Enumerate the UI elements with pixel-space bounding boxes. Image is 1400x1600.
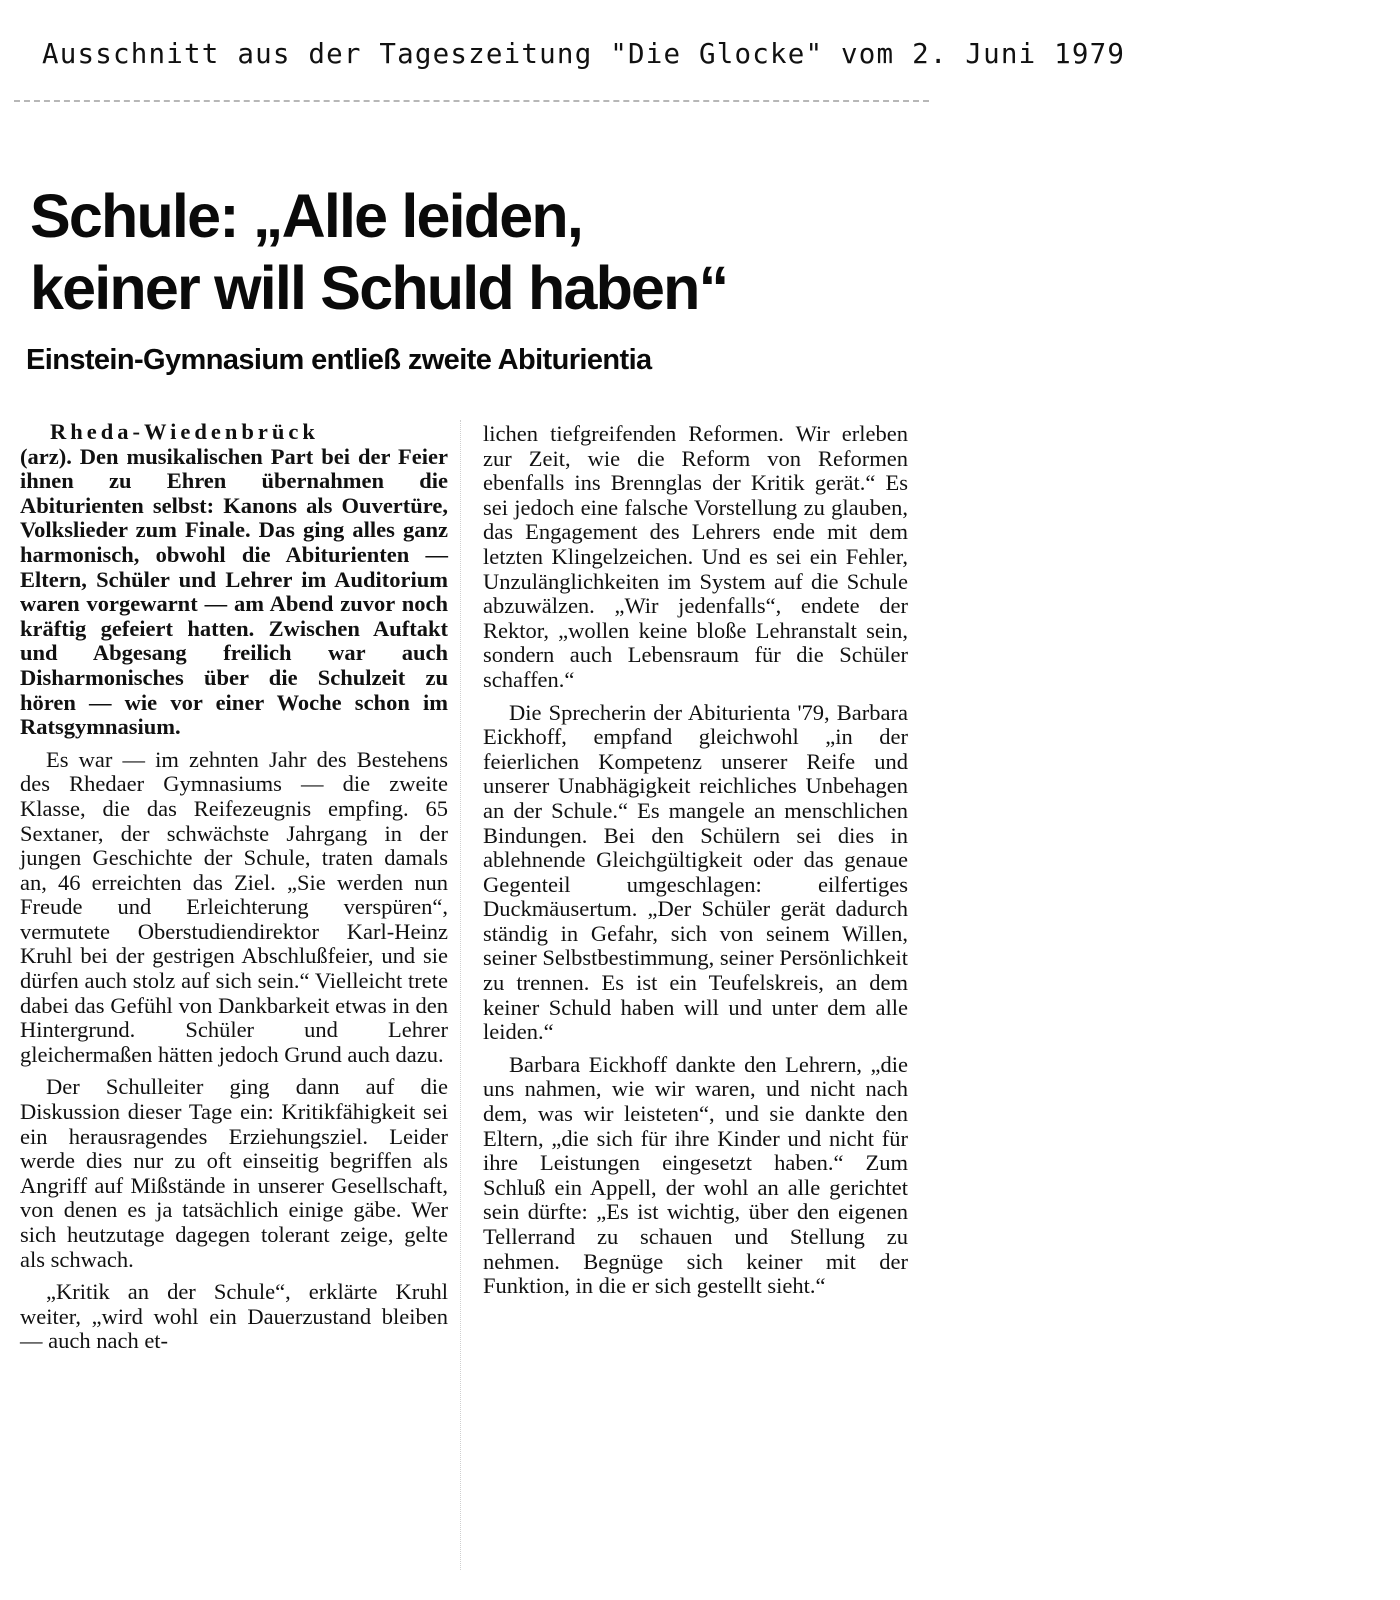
article-subheadline: Einstein-Gymnasium entließ zweite Abiturientia [26,344,652,376]
article-column-right [483,422,908,1307]
article-paragraph: Der Schulleiter ging dann auf die Diskussion dieser Tage ein: Kritikfähigkeit sei ein herausragendes Erziehungsziel. Leider werde dies nur zu oft einseitig begriffen als Angriff auf Mißstände in unserer Gesellschaft, von denen es ja tatsächlich einige gäbe. Wer sich heutzutage dagegen tolerant zeige, gelte als schwach. [20,1074,448,1272]
article-paragraph: Die Sprecherin der Abiturienta '79, Barbara Eickhoff, empfand gleichwohl „in der feierlichen Kompetenz unserer Reife und unserer Unabhägigkeit reichliches Unbehagen an der Schule.“ Es mangele an menschlichen Bindungen. Bei den Schülern sei dies in ablehnende Gleichgültigkeit oder das genaue Gegenteil umgeschlagen: eilfertiges Duckmäusertum. „Der Schüler gerät dadurch ständig in Gefahr, sich von seinem Willen, seiner Selbstbestimmung, seiner Persönlichkeit zu trennen. Es ist ein Teufelskreis, an dem keiner Schuld haben will und unter dem alle leiden.“ [483,699,908,1045]
article-column-left [20,420,448,1362]
headline-line-2: keiner will Schuld haben“ [30,254,728,322]
dateline: Rheda-Wiedenbrück [50,419,319,444]
clipping-source-header: Ausschnitt aus der Tageszeitung "Die Glocke" vom 2. Juni 1979 [42,38,1126,70]
article-headline [30,180,910,324]
cut-line-divider [14,100,929,102]
lead-text: (arz). Den musikalischen Part bei der Feier ihnen zu Ehren übernahmen die Abiturienten selbst: Kanons als Ouvertüre, Volkslieder zum Finale. Das ging alles ganz harmonisch, obwohl die Abiturienten — Eltern, Schüler und Lehrer im Auditorium waren vorgewarnt — am Abend zuvor noch kräftig gefeiert hatten. Zwischen Auftakt und Abgesang freilich war auch Disharmonisches über die Schulzeit zu hören — wie vor einer Woche schon im Ratsgymnasium. [20,443,448,740]
article-paragraph: „Kritik an der Schule“, erklärte Kruhl weiter, „wird wohl ein Dauerzustand bleiben — auch nach et- [20,1279,448,1354]
headline-line-1: Schule: „Alle leiden, [30,182,583,250]
article-paragraph-continued: lichen tiefgreifenden Reformen. Wir erleben zur Zeit, wie die Reform von Reformen ebenfalls ins Brennglas der Kritik gerät.“ Es sei jedoch eine falsche Vorstellung zu glauben, das Engagement des Lehrers ende mit dem letzten Klingelzeichen. Und es sei ein Fehler, Unzulänglichkeiten im System auf die Schule abzuwälzen. „Wir jedenfalls“, endete der Rektor, „wollen keine bloße Lehranstalt sein, sondern auch Lebensraum für die Schüler schaffen.“ [483,421,908,692]
column-divider [460,420,461,1570]
article-lead-paragraph [20,420,448,740]
article-paragraph: Es war — im zehnten Jahr des Bestehens des Rhedaer Gymnasiums — die zweite Klasse, die das Reifezeugnis empfing. 65 Sextaner, der schwächste Jahrgang in der jungen Geschichte der Schule, traten damals an, 46 erreichten das Ziel. „Sie werden nun Freude und Erleichterung verspüren“, vermutete Oberstudiendirektor Karl-Heinz Kruhl bei der gestrigen Abschlußfeier, und sie dürfen auch stolz auf sich sein.“ Vielleicht trete dabei das Gefühl von Dankbarkeit etwas in den Hintergrund. Schüler und Lehrer gleichermaßen hätten jedoch Grund auch dazu. [20,746,448,1067]
article-paragraph: Barbara Eickhoff dankte den Lehrern, „die uns nahmen, wie wir waren, und nicht nach dem, was wir leisteten“, und sie dankte den Eltern, „die sich für ihre Kinder und nicht für ihre Leistungen eingesetzt haben.“ Zum Schluß ein Appell, der wohl an alle gerichtet sein dürfte: „Es ist wichtig, über den eigenen Tellerrand zu schauen und Stellung zu nehmen. Begnüge sich keiner mit der Funktion, in die er sich gestellt sieht.“ [483,1051,908,1299]
